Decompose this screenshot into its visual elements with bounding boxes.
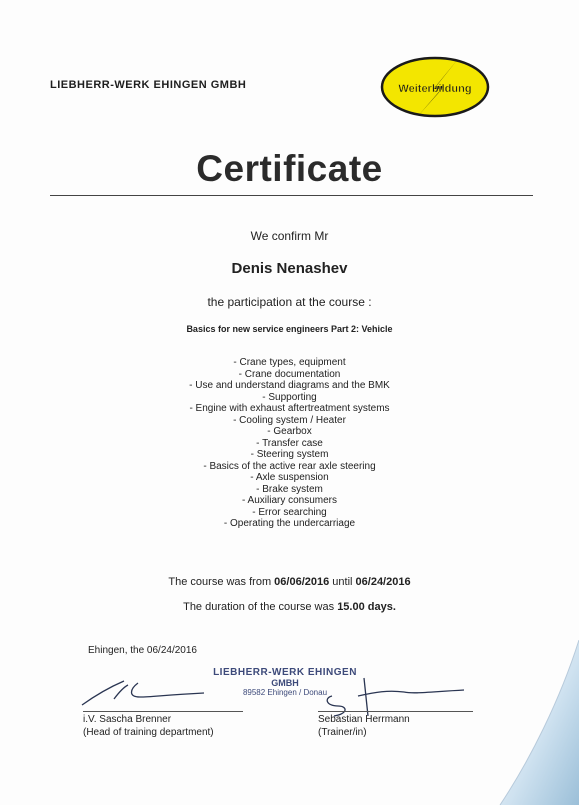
topic-item: - Transfer case	[256, 437, 323, 449]
topic-item: - Crane documentation	[238, 368, 341, 380]
stamp-line-1: LIEBHERR-WERK EHINGEN	[213, 667, 357, 678]
signer-1	[83, 713, 214, 739]
topic-item: - Auxiliary consumers	[241, 495, 338, 506]
signer-2	[318, 713, 410, 739]
date-from: 06/06/2016	[274, 576, 330, 588]
topic-item: - Axle suspension	[250, 472, 329, 483]
signature-1	[78, 673, 208, 709]
duration-value: 15.00 days.	[337, 601, 396, 613]
participant-name: Denis Nenashev	[231, 260, 348, 277]
page-curl	[470, 640, 579, 805]
topic-item: - Engine with exhaust aftertreatment systems	[189, 403, 390, 414]
topic-item: - Error searching	[252, 506, 327, 518]
topic-item: - Supporting	[262, 391, 317, 403]
course-duration: The duration of the course was 15.00 days.	[183, 601, 396, 613]
company-name: LIEBHERR-WERK EHINGEN GMBH	[50, 79, 247, 91]
stamp-line-2: GMBH	[271, 678, 299, 688]
topic-item: - Basics of the active rear axle steering	[203, 460, 376, 472]
weiterbildung-logo	[380, 56, 490, 118]
confirm-text: We confirm Mr	[250, 229, 329, 243]
topic-list	[0, 357, 579, 530]
signer-1-role: (Head of training department)	[83, 727, 214, 738]
topic-item: - Brake system	[256, 483, 323, 495]
course-title: Basics for new service engineers Part 2: Vehicle	[186, 324, 393, 334]
signer-2-name: Sebastian Herrmann	[318, 714, 410, 725]
signer-1-name: i.V. Sascha Brenner	[83, 714, 172, 725]
place-date: Ehingen, the 06/24/2016	[88, 645, 197, 656]
certificate-title: Certificate	[196, 148, 383, 189]
date-until: 06/24/2016	[355, 576, 411, 588]
topic-item: - Steering system	[250, 449, 329, 460]
signature-line-1	[83, 711, 243, 712]
topic-item: - Use and understand diagrams and the BMK	[189, 380, 390, 391]
signature-line-2	[318, 711, 473, 712]
topic-item: - Gearbox	[267, 426, 312, 437]
topic-item: - Crane types, equipment	[233, 357, 346, 368]
course-dates: The course was from 06/06/2016 until 06/24/2016	[168, 576, 411, 588]
topic-item: - Cooling system / Heater	[233, 414, 346, 426]
title-rule	[50, 195, 533, 196]
participation-text: the participation at the course :	[207, 295, 372, 309]
signer-2-role: (Trainer/in)	[318, 727, 367, 738]
stamp-line-3: 89582 Ehingen / Donau	[242, 688, 328, 697]
topic-item: - Operating the undercarriage	[223, 518, 356, 529]
logo-text: Weiterbildung	[398, 83, 472, 95]
